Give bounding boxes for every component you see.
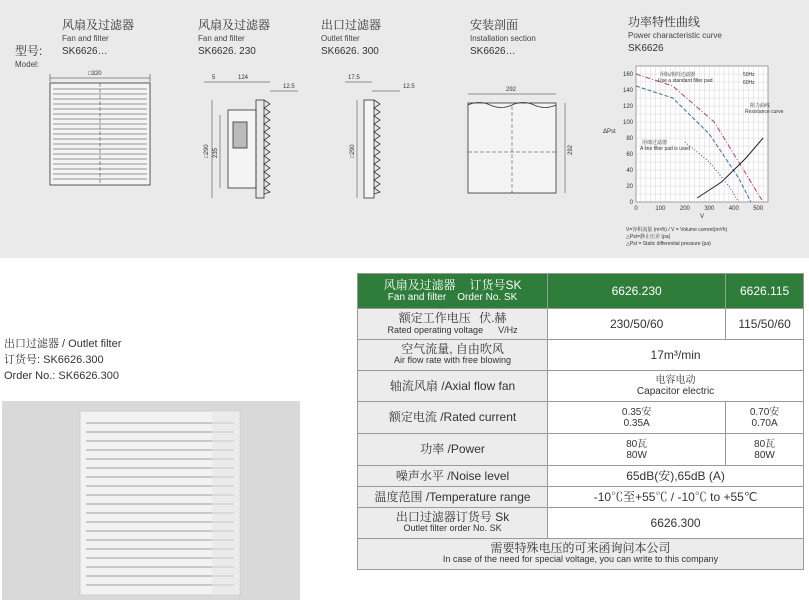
row-power-v2a: 80瓦: [754, 438, 776, 450]
chart-y-tick: 60: [626, 152, 633, 158]
fig4-section-view: [468, 94, 565, 193]
fig2-code: SK6626. 230: [198, 46, 256, 57]
fig3-code: SK6626. 300: [321, 46, 379, 57]
fig2-side-view: [204, 82, 298, 198]
chart-y-tick: 140: [622, 88, 633, 94]
fig4-code: SK6626…: [470, 46, 516, 57]
fig4-title-cn: 安装剖面: [470, 18, 519, 32]
header-col2: 6626.115: [726, 274, 804, 309]
chart-y-label: ΔPst: [603, 129, 616, 135]
annotation-fine-cn: 用细过滤器: [642, 140, 668, 146]
chart-y-tick: 0: [629, 200, 633, 206]
row-outlet-cn: 出口过滤器订货号 Sk: [395, 510, 510, 524]
row-fan-value-cn: 电容电动: [655, 375, 696, 386]
chart-x-tick: 200: [679, 206, 690, 212]
fig2-dim-h1: □290: [204, 144, 210, 158]
row-voltage-unit-en: V/Hz: [498, 324, 518, 335]
note-cn: 需要特殊电压的可来函询问本公司: [490, 541, 671, 555]
header-label-cn: 风扇及过滤器: [383, 277, 456, 292]
fig2-dim-h2: 235: [213, 147, 219, 158]
outlet-order-en: Order No.: SK6626.300: [4, 370, 119, 382]
table-note-row: [358, 539, 804, 570]
row-noise-value: 65dB(安),65dB (A): [548, 466, 804, 487]
header-order-en: Order No. SK: [457, 291, 518, 303]
row-outlet-value: 6626.300: [548, 508, 804, 539]
fig1-code: SK6626…: [62, 46, 108, 57]
row-airflow-en: Air flow rate with free blowing: [394, 355, 512, 365]
row-current-label: 额定电流 /Rated current: [358, 402, 548, 434]
table-row: [358, 371, 804, 402]
row-power-label: 功率 /Power: [358, 434, 548, 466]
row-current-v2b: 0.70A: [751, 417, 778, 429]
fig1-title-en: Fan and filter: [62, 34, 109, 43]
row-current-v2a: 0.70安: [749, 406, 780, 418]
legend-60hz: 60Hz: [743, 80, 755, 86]
fig2-dim-a: 5: [212, 75, 216, 81]
chart-y-tick: 20: [626, 184, 633, 190]
chart-x-tick: 0: [634, 206, 638, 212]
chart-note-2: △Pst=静止压差 (pa): [626, 234, 671, 240]
fig3-dim-c: 12.5: [403, 84, 415, 90]
power-chart: [600, 56, 805, 256]
row-voltage-unit-cn: 伏.赫: [479, 310, 507, 325]
row-power-v1a: 80瓦: [626, 438, 648, 450]
fig4-dim-h: 292: [568, 144, 574, 155]
row-power-v1b: 80W: [626, 449, 647, 461]
row-fan-value-en: Capacitor electric: [636, 386, 715, 397]
fig1-dim-top: □320: [88, 71, 102, 77]
fig4-title-en: Installation section: [470, 34, 536, 43]
fig1-front-view: [50, 74, 150, 185]
fig2-title-cn: 风扇及过滤器: [198, 18, 271, 32]
chart-title-en: Power characteristic curve: [628, 31, 722, 40]
fig3-title-en: Outlet filter: [321, 34, 360, 43]
chart-x-tick: 500: [753, 206, 764, 212]
row-temp-label: 温度范围 /Temperature range: [358, 487, 548, 508]
table-row: [358, 309, 804, 340]
annotation-resistance-cn: 阻力曲线: [750, 103, 771, 109]
fig3-side-view: [345, 82, 400, 198]
table-row: [358, 434, 804, 466]
fig4-dim-w: 292: [506, 87, 517, 93]
chart-title-cn: 功率特性曲线: [628, 15, 701, 29]
fig2-dim-c: 12.5: [283, 84, 295, 90]
table-row: [358, 340, 804, 371]
chart-x-tick: 100: [655, 206, 666, 212]
chart-y-tick: 120: [622, 104, 633, 110]
technical-drawings: [0, 0, 620, 258]
row-voltage-v2: 115/50/60: [726, 309, 804, 340]
fig2-dim-b: 124: [238, 75, 249, 81]
chart-model: SK6626: [628, 43, 664, 54]
model-label-cn: 型号:: [15, 44, 43, 58]
note-en: In case of the need for special voltage, you can write to this company: [442, 554, 719, 564]
fig1-title-cn: 风扇及过滤器: [62, 18, 135, 32]
row-noise-label: 噪声水平 /Noise level: [358, 466, 548, 487]
chart-plot-area: [636, 66, 771, 202]
chart-x-tick: 400: [728, 206, 739, 212]
row-voltage-en: Rated operating voltage: [387, 324, 484, 335]
row-current-v1a: 0.35安: [621, 406, 652, 418]
outlet-filter-image: [2, 401, 300, 600]
grille-illustration: [2, 401, 300, 600]
fig3-title-cn: 出口过滤器: [321, 18, 382, 32]
row-power-v2b: 80W: [754, 449, 775, 461]
header-col1: 6626.230: [548, 274, 726, 309]
fig3-dim-h1: □290: [350, 144, 356, 158]
chart-note-3: △Pst = Static differential pressure (pa): [626, 241, 711, 247]
row-airflow-cn: 空气流量, 自由吹风: [401, 342, 504, 356]
annotation-standard-cn: 用标准的过滤器: [660, 72, 696, 78]
row-temp-value: -10℃至+55℃ / -10℃ to +55℃: [548, 487, 804, 508]
fig3-dim-a: 17.5: [348, 75, 360, 81]
annotation-standard-en: Use a standard filter pad: [658, 78, 713, 84]
chart-y-tick: 40: [626, 168, 633, 174]
table-row: [358, 402, 804, 434]
spec-table: [357, 273, 804, 570]
chart-y-tick: 100: [622, 120, 633, 126]
header-label-en: Fan and filter: [387, 291, 447, 303]
row-voltage-v1: 230/50/60: [548, 309, 726, 340]
chart-y-tick: 160: [622, 72, 633, 78]
annotation-fine-en: A line filter pad is used: [640, 146, 691, 152]
chart-x-tick: 300: [704, 206, 715, 212]
table-row: [358, 487, 804, 508]
row-fan-label: 轴流风扇 /Axial flow fan: [358, 371, 548, 402]
header-label-cell: [358, 274, 548, 309]
annotation-resistance-en: Resistance curve: [745, 109, 784, 115]
table-row: [358, 466, 804, 487]
table-row: [358, 508, 804, 539]
row-voltage-cn: 额定工作电压: [398, 310, 471, 325]
outlet-title: 出口过滤器 / Outlet filter: [4, 338, 122, 350]
row-airflow-value: 17m³/min: [548, 340, 804, 371]
header-order-cn: 订货号SK: [469, 277, 522, 292]
model-label-en: Model:: [15, 60, 40, 69]
outlet-order-cn: 订货号: SK6626.300: [4, 354, 104, 366]
row-outlet-en: Outlet filter order No. SK: [403, 523, 502, 533]
chart-note-1: V=容积流量 (m³/h) / V = Volume current(m³/h): [626, 227, 728, 233]
fig2-title-en: Fan and filter: [198, 34, 245, 43]
chart-y-tick: 80: [626, 136, 633, 142]
row-current-v1b: 0.35A: [623, 417, 650, 429]
legend-50hz: 50Hz: [743, 72, 755, 78]
chart-x-label: V: [700, 214, 705, 220]
